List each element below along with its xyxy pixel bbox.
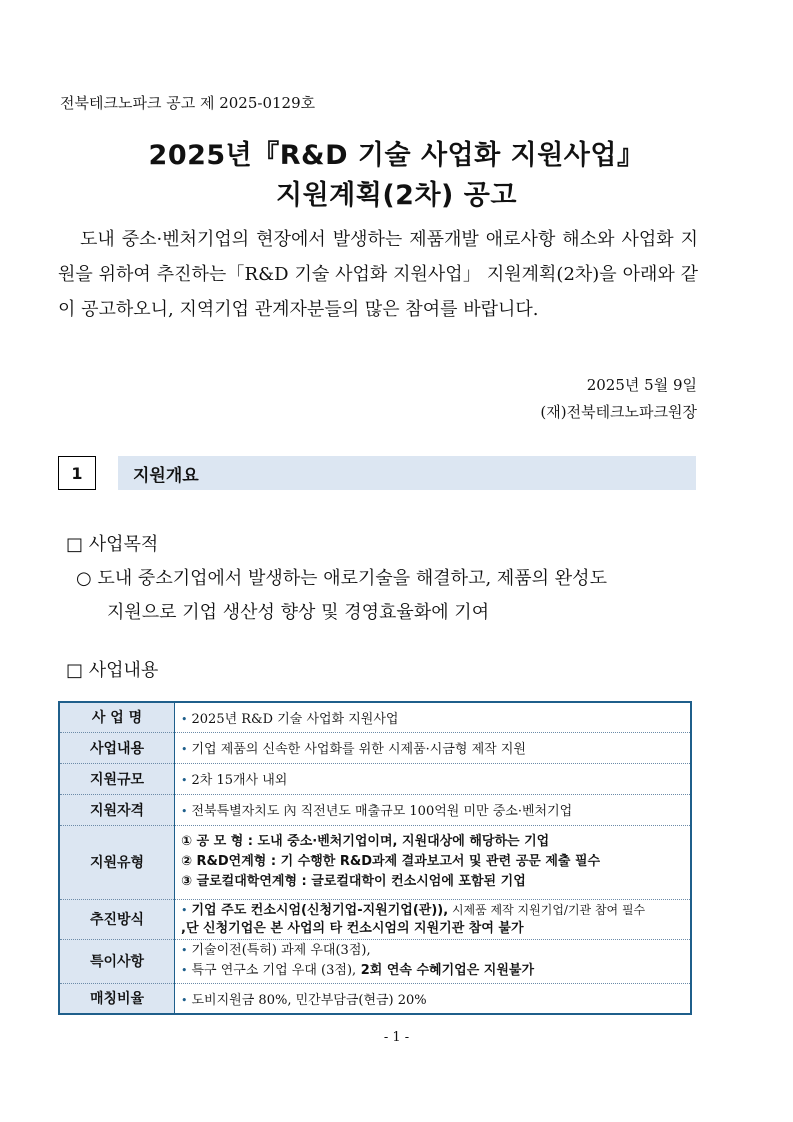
row-value-text: 2차 15개사 내외	[191, 773, 288, 788]
purpose-item-line2: 지원으로 기업 생산성 향상 및 경영효율화에 기여	[107, 602, 490, 623]
bullet-icon: •	[181, 903, 188, 917]
table-row	[59, 899, 691, 939]
bullet-icon: •	[181, 805, 188, 818]
row-value	[175, 825, 692, 899]
special-note-line1: 기술이전(특허) 과제 우대(3점),	[191, 943, 371, 958]
row-label: 지원규모	[59, 763, 175, 794]
table-row	[59, 702, 691, 732]
table-row	[59, 794, 691, 825]
row-label: 사 업 명	[59, 702, 175, 732]
intro-paragraph	[58, 222, 698, 327]
row-label: 지원자격	[59, 794, 175, 825]
row-value-text: 전북특별자치도 內 직전년도 매출규모 100억원 미만 중소·벤처기업	[191, 804, 573, 819]
page-title: 2025년『R&D 기술 사업화 지원사업』	[148, 140, 645, 171]
section-title: 지원개요	[133, 465, 199, 486]
bullet-icon: •	[181, 964, 188, 977]
row-value	[175, 939, 692, 983]
row-value	[175, 794, 692, 825]
method-note: ,단 신청기업은 본 사업의 타 컨소시엄의 지원기관 참여 불가	[181, 920, 524, 936]
row-value	[175, 732, 692, 763]
method-bold-text: 기업 주도 컨소시엄(신청기업-지원기업(관)),	[191, 902, 449, 918]
row-label: 특이사항	[59, 939, 175, 983]
page-subtitle: 지원계획(2차) 공고	[276, 180, 517, 211]
table-row	[59, 983, 691, 1014]
bullet-icon: •	[181, 993, 188, 1007]
special-note-line2: 특구 연구소 기업 우대 (3점),	[191, 963, 357, 978]
special-note-bold: 2회 연속 수혜기업은 지원불가	[356, 963, 535, 978]
table-row	[59, 732, 691, 763]
row-value	[175, 763, 692, 794]
section-header-bar	[118, 456, 696, 490]
row-label: 매칭비율	[59, 983, 175, 1014]
table-row	[59, 939, 691, 983]
bullet-icon: •	[181, 712, 188, 726]
row-value	[175, 983, 692, 1014]
row-value-text: 기업 제품의 신속한 사업화를 위한 시제품·시금형 제작 지원	[191, 742, 526, 757]
content-heading: □ 사업내용	[66, 660, 159, 681]
row-label: 사업내용	[59, 732, 175, 763]
support-type-line: ① 공 모 형 : 도내 중소·벤처기업이며, 지원대상에 해당하는 기업	[181, 834, 550, 849]
method-text: 시제품 제작 지원기업/기관 참여 필수	[448, 902, 646, 917]
support-type-line: ② R&D연계형 : 기 수행한 R&D과제 결과보고서 및 관련 공문 제출 필수	[181, 854, 601, 869]
bullet-icon: •	[181, 743, 188, 756]
section-number: 1	[58, 456, 96, 490]
business-info-table	[58, 701, 692, 1015]
page-number: - 1 -	[383, 1030, 410, 1045]
announcement-date: 2025년 5월 9일	[586, 376, 697, 394]
table-row	[59, 825, 691, 899]
purpose-heading: □ 사업목적	[66, 534, 159, 555]
row-value-text: 2025년 R&D 기술 사업화 지원사업	[191, 711, 399, 727]
table-row	[59, 763, 691, 794]
bullet-icon: •	[181, 944, 188, 957]
notice-number: 전북테크노파크 공고 제 2025-0129호	[60, 94, 316, 112]
issuer-name: (재)전북테크노파크원장	[540, 403, 697, 421]
row-value	[175, 899, 692, 939]
row-value	[175, 702, 692, 732]
purpose-item-line1: ○ 도내 중소기업에서 발생하는 애로기술을 해결하고, 제품의 완성도	[76, 568, 607, 589]
support-type-line: ③ 글로컬대학연계형 : 글로컬대학이 컨소시엄에 포함된 기업	[181, 874, 526, 889]
row-value-text: 도비지원금 80%, 민간부담금(현금) 20%	[191, 992, 427, 1008]
row-label: 추진방식	[59, 899, 175, 939]
intro-text: 도내 중소·벤처기업의 현장에서 발생하는 제품개발 애로사항 해소와 사업화 지원을 위하여 추진하는「R&D 기술 사업화 지원사업」 지원계획(2차)을 아래와 같이 공고하오니, 지역기업 관계자분들의 많은 참여를 바랍니다.	[58, 229, 698, 320]
bullet-icon: •	[181, 774, 188, 787]
row-label: 지원유형	[59, 825, 175, 899]
